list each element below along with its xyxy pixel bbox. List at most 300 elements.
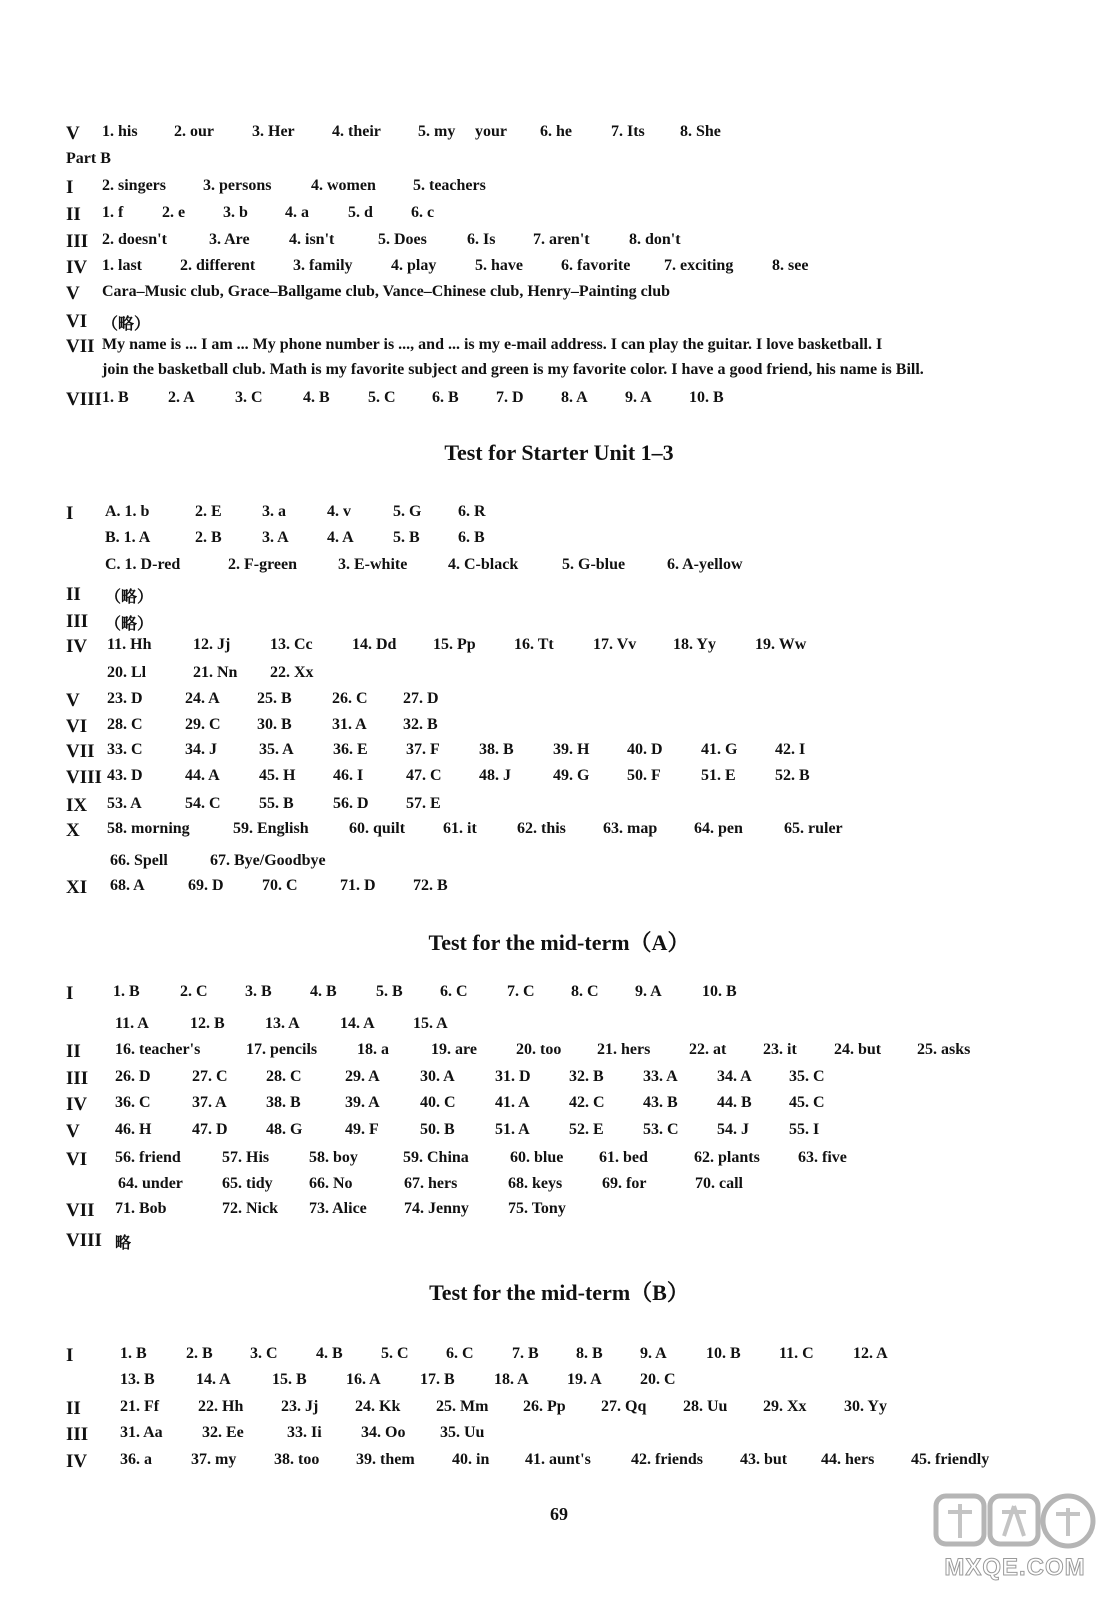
answer-item: 6. B <box>432 389 459 406</box>
answer-item: 32. B <box>569 1068 604 1085</box>
answer-item: 13. A <box>265 1015 300 1032</box>
answer-item: 5. B <box>393 529 420 546</box>
answer-item: 19. are <box>431 1041 477 1058</box>
page-number: 69 <box>550 1504 568 1524</box>
answer-row <box>0 1398 1118 1424</box>
answer-item: 44. hers <box>821 1451 875 1468</box>
answer-row <box>0 1041 1118 1067</box>
answer-item: 25. B <box>257 690 292 707</box>
answer-item: 45. friendly <box>911 1451 990 1468</box>
answer-row <box>0 1424 1118 1450</box>
answer-item: 4. women <box>311 177 376 194</box>
answer-item: 21. hers <box>597 1041 651 1058</box>
answer-item: 30. B <box>257 716 292 733</box>
answer-item: 13. Cc <box>270 636 313 653</box>
answer-row <box>0 1175 1118 1201</box>
answer-row <box>0 636 1118 662</box>
answer-item: 57. E <box>406 795 441 812</box>
answer-item: 59. English <box>233 820 309 837</box>
answer-item: 26. Pp <box>523 1398 566 1415</box>
watermark-logo <box>930 1488 1100 1588</box>
answer-row <box>0 556 1118 582</box>
answer-item: 7. C <box>507 983 535 1000</box>
roman-numeral: IV <box>66 636 88 657</box>
roman-numeral: II <box>66 204 81 225</box>
answer-item: 2. e <box>162 204 186 221</box>
answer-item: 5. C <box>381 1345 409 1362</box>
answer-item: 11. C <box>779 1345 814 1362</box>
answer-item: 40. in <box>452 1451 490 1468</box>
answer-row <box>0 231 1118 257</box>
answer-item: 1. B <box>102 389 129 406</box>
answer-item: A. 1. b <box>105 503 150 520</box>
section-title: Test for the mid-term（B） <box>429 1280 689 1305</box>
answer-item: 23. D <box>107 690 143 707</box>
answer-row <box>0 1149 1118 1175</box>
answer-item: 53. A <box>107 795 142 812</box>
answer-item: 10. B <box>702 983 737 1000</box>
answer-item: 49. G <box>553 767 590 784</box>
answer-item: 2. different <box>180 257 256 274</box>
answer-item: 74. Jenny <box>404 1200 469 1217</box>
answer-item: 7. Its <box>611 123 645 140</box>
answer-row <box>0 177 1118 203</box>
answer-item: 11. Hh <box>107 636 152 653</box>
answer-item: 1. B <box>120 1345 147 1362</box>
answer-item: 1. B <box>113 983 140 1000</box>
answer-item: 26. D <box>115 1068 151 1085</box>
answer-item: join the basketball club. Math is my favorite subject and green is my favorite color. I have a good friend, his name is Bill. <box>102 361 924 378</box>
answer-item: 6. he <box>540 123 572 140</box>
answer-item: 38. B <box>266 1094 301 1111</box>
answer-item: 62. plants <box>694 1149 760 1166</box>
answer-item: 16. teacher's <box>115 1041 201 1058</box>
answer-row <box>0 716 1118 742</box>
answer-row <box>0 503 1118 529</box>
answer-row <box>0 1371 1118 1397</box>
answer-item: 47. D <box>192 1121 228 1138</box>
answer-item: 43. D <box>107 767 143 784</box>
answer-item: 3. family <box>293 257 353 274</box>
answer-row <box>0 1230 1118 1256</box>
answer-item: 71. D <box>340 877 376 894</box>
answer-item: 71. Bob <box>115 1200 167 1217</box>
answer-item: 18. A <box>494 1371 529 1388</box>
answer-item: 48. J <box>479 767 511 784</box>
answer-item: 5. my <box>418 123 456 140</box>
answer-item: 64. under <box>118 1175 183 1192</box>
answer-item: 35. Uu <box>440 1424 485 1441</box>
answer-row <box>0 311 1118 337</box>
answer-item: 70. C <box>262 877 298 894</box>
roman-numeral: VII <box>66 741 95 762</box>
roman-numeral: VII <box>66 1200 95 1221</box>
roman-numeral: V <box>66 283 80 304</box>
answer-item: 21. Nn <box>193 664 238 681</box>
answer-item: 49. F <box>345 1121 379 1138</box>
answer-item: 54. C <box>185 795 221 812</box>
answer-item: 39. A <box>345 1094 380 1111</box>
answer-item: 20. too <box>516 1041 562 1058</box>
answer-row <box>0 389 1118 415</box>
answer-item: 2. our <box>174 123 214 140</box>
answer-item: 14. A <box>196 1371 231 1388</box>
answer-row <box>0 123 1118 149</box>
answer-item: 40. D <box>627 741 663 758</box>
answer-item: 22. Xx <box>270 664 314 681</box>
roman-numeral: VII <box>66 336 95 357</box>
answer-item: 17. B <box>420 1371 455 1388</box>
answer-item: 10. B <box>706 1345 741 1362</box>
roman-numeral: VIII <box>66 767 102 788</box>
answer-row <box>0 767 1118 793</box>
answer-item: 58. boy <box>309 1149 358 1166</box>
answer-item: 3. persons <box>203 177 272 194</box>
answer-item: 5. G-blue <box>562 556 626 573</box>
answer-item: 1. his <box>102 123 138 140</box>
answer-item: 57. His <box>222 1149 270 1166</box>
answer-item: 8. B <box>576 1345 603 1362</box>
answer-item: 24. A <box>185 690 220 707</box>
answer-item: 5. d <box>348 204 373 221</box>
answer-item: 45. C <box>789 1094 825 1111</box>
answer-item: 64. pen <box>694 820 743 837</box>
roman-numeral: IX <box>66 795 88 816</box>
answer-item: 1. last <box>102 257 142 274</box>
answer-item: 2. B <box>186 1345 213 1362</box>
answer-item: 4. play <box>391 257 437 274</box>
answer-item: 5. teachers <box>413 177 486 194</box>
answer-item: 27. C <box>192 1068 228 1085</box>
answer-item: 3. C <box>250 1345 278 1362</box>
answer-item: 20. C <box>640 1371 676 1388</box>
roman-numeral: III <box>66 1424 89 1445</box>
answer-row <box>0 611 1118 637</box>
answer-item: 37. F <box>406 741 440 758</box>
answer-item: 46. H <box>115 1121 152 1138</box>
answer-item: 21. Ff <box>120 1398 160 1415</box>
answer-item: 50. B <box>420 1121 455 1138</box>
answer-item: 55. B <box>259 795 294 812</box>
answer-row <box>0 283 1118 309</box>
answer-row <box>0 1345 1118 1371</box>
answer-item: 6. B <box>458 529 485 546</box>
answer-item: 28. Uu <box>683 1398 728 1415</box>
answer-item: 3. C <box>235 389 263 406</box>
answer-item: 29. A <box>345 1068 380 1085</box>
answer-item: 38. B <box>479 741 514 758</box>
answer-item: 72. Nick <box>222 1200 278 1217</box>
roman-numeral: II <box>66 584 81 605</box>
answer-item: 5. have <box>475 257 523 274</box>
roman-numeral: VI <box>66 1149 88 1170</box>
answer-row <box>0 529 1118 555</box>
answer-item: 41. aunt's <box>525 1451 591 1468</box>
roman-numeral: III <box>66 1068 89 1089</box>
answer-item: 72. B <box>413 877 448 894</box>
answer-item: 68. A <box>110 877 145 894</box>
answer-item: 3. a <box>262 503 286 520</box>
answer-item: 6. A-yellow <box>667 556 743 573</box>
answer-item: 53. C <box>643 1121 679 1138</box>
answer-item: 27. D <box>403 690 439 707</box>
answer-item: My name is ... I am ... My phone number is ..., and ... is my e-mail address. I can play the guitar. I love basketball. I <box>102 336 883 353</box>
answer-row <box>0 741 1118 767</box>
answer-item: 8. She <box>680 123 721 140</box>
section-title: Test for Starter Unit 1–3 <box>444 440 674 465</box>
answer-item: 75. Tony <box>508 1200 566 1217</box>
answer-item: C. 1. D-red <box>105 556 181 573</box>
answer-row <box>0 584 1118 610</box>
roman-numeral: X <box>66 820 80 841</box>
answer-item: 18. Yy <box>673 636 716 653</box>
roman-numeral: I <box>66 177 74 198</box>
answer-item: 22. Hh <box>198 1398 244 1415</box>
answer-row <box>0 1200 1118 1226</box>
answer-item: 61. bed <box>599 1149 648 1166</box>
answer-item: 20. Ll <box>107 664 147 681</box>
roman-numeral: I <box>66 503 74 524</box>
answer-item: 32. Ee <box>202 1424 244 1441</box>
answer-row <box>0 820 1118 846</box>
roman-numeral: VI <box>66 311 88 332</box>
answer-item: 39. them <box>356 1451 415 1468</box>
answer-item: 42. I <box>775 741 806 758</box>
answer-item: 11. A <box>115 1015 149 1032</box>
answer-item: 51. E <box>701 767 736 784</box>
answer-item: 8. don't <box>629 231 681 248</box>
answer-item: 4. B <box>303 389 330 406</box>
answer-item: 44. B <box>717 1094 752 1111</box>
answer-item: 28. C <box>107 716 143 733</box>
answer-item: 3. B <box>245 983 272 1000</box>
answer-item: 31. Aa <box>120 1424 163 1441</box>
answer-row <box>0 1451 1118 1477</box>
answer-item: 47. C <box>406 767 442 784</box>
answer-item: Cara–Music club, Grace–Ballgame club, Vance–Chinese club, Henry–Painting club <box>102 283 671 300</box>
answer-item: 54. J <box>717 1121 749 1138</box>
answer-item: 67. hers <box>404 1175 458 1192</box>
answer-item: （略） <box>105 589 154 606</box>
roman-numeral: V <box>66 690 80 711</box>
answer-item: 52. B <box>775 767 810 784</box>
answer-item: 67. Bye/Goodbye <box>210 852 326 869</box>
answer-item: 36. E <box>333 741 368 758</box>
answer-item: 65. ruler <box>784 820 843 837</box>
answer-item: 34. J <box>185 741 217 758</box>
answer-item: 15. B <box>272 1371 307 1388</box>
answer-item: 6. favorite <box>561 257 631 274</box>
answer-row <box>0 852 1118 878</box>
answer-item: 9. A <box>635 983 662 1000</box>
answer-item: 35. A <box>259 741 294 758</box>
answer-item: 7. aren't <box>533 231 590 248</box>
answer-item: 50. F <box>627 767 661 784</box>
answer-item: 37. my <box>191 1451 237 1468</box>
answer-item: 26. C <box>332 690 368 707</box>
answer-item: 7. B <box>512 1345 539 1362</box>
answer-item: 7. D <box>496 389 524 406</box>
answer-item: 48. G <box>266 1121 303 1138</box>
answer-item: 36. C <box>115 1094 151 1111</box>
answer-row <box>0 336 1118 362</box>
answer-item: 60. quilt <box>349 820 406 837</box>
answer-item: （略） <box>105 616 154 633</box>
answer-item: 5. G <box>393 503 422 520</box>
answer-item: 略 <box>115 1235 132 1252</box>
answer-item: 42. C <box>569 1094 605 1111</box>
answer-item: 2. A <box>168 389 195 406</box>
answer-item: 4. B <box>316 1345 343 1362</box>
answer-item: 41. G <box>701 741 738 758</box>
roman-numeral: VIII <box>66 1230 102 1251</box>
answer-item: 29. C <box>185 716 221 733</box>
answer-item: 19. Ww <box>755 636 807 653</box>
answer-item: 30. Yy <box>844 1398 887 1415</box>
answer-item: 8. see <box>772 257 809 274</box>
answer-item: 6. C <box>446 1345 474 1362</box>
answer-item: 5. Does <box>378 231 427 248</box>
answer-item: 24. Kk <box>355 1398 401 1415</box>
watermark-text: MXQE.COM <box>944 1554 1086 1581</box>
roman-numeral: I <box>66 1345 74 1366</box>
answer-item: 69. D <box>188 877 224 894</box>
answer-item: 6. C <box>440 983 468 1000</box>
answer-item: 45. H <box>259 767 296 784</box>
answer-item: 8. C <box>571 983 599 1000</box>
answer-item: 4. their <box>332 123 381 140</box>
answer-row <box>0 983 1118 1009</box>
answer-item: 36. a <box>120 1451 152 1468</box>
answer-item: 12. Jj <box>193 636 231 653</box>
answer-row <box>0 690 1118 716</box>
answer-item: 39. H <box>553 741 590 758</box>
answer-item: 12. A <box>853 1345 888 1362</box>
answer-item: 63. map <box>603 820 658 837</box>
answer-row <box>0 1121 1118 1147</box>
answer-item: 25. Mm <box>436 1398 489 1415</box>
answer-item: 4. A <box>327 529 354 546</box>
roman-numeral: V <box>66 1121 80 1142</box>
answer-item: 22. at <box>689 1041 727 1058</box>
answer-item: 4. C-black <box>448 556 519 573</box>
answer-item: 35. C <box>789 1068 825 1085</box>
answer-item: 6. c <box>411 204 435 221</box>
section-title: Test for the mid-term（A） <box>428 930 690 955</box>
answer-item: 70. call <box>695 1175 743 1192</box>
answer-item: 6. R <box>458 503 486 520</box>
answer-item: 17. Vv <box>593 636 637 653</box>
answer-row <box>0 1068 1118 1094</box>
part-label: Part B <box>66 150 111 167</box>
roman-numeral: IV <box>66 1451 88 1472</box>
answer-row <box>0 877 1118 903</box>
answer-item: 66. No <box>309 1175 353 1192</box>
answer-item: 4. B <box>310 983 337 1000</box>
answer-item: 13. B <box>120 1371 155 1388</box>
answer-item: 3. A <box>262 529 289 546</box>
answer-item: 2. singers <box>102 177 166 194</box>
answer-item: 38. too <box>274 1451 320 1468</box>
answer-item: 43. but <box>740 1451 788 1468</box>
answer-item: 44. A <box>185 767 220 784</box>
answer-item: 63. five <box>798 1149 847 1166</box>
answer-item: 14. Dd <box>352 636 397 653</box>
answer-item: 43. B <box>643 1094 678 1111</box>
answer-item: 52. E <box>569 1121 604 1138</box>
answer-item: 3. Her <box>252 123 295 140</box>
answer-item: 7. exciting <box>664 257 734 274</box>
answer-item: 28. C <box>266 1068 302 1085</box>
answer-item: 42. friends <box>631 1451 703 1468</box>
roman-numeral: III <box>66 231 89 252</box>
answer-item: 33. Ii <box>287 1424 322 1441</box>
answer-item: 23. Jj <box>281 1398 319 1415</box>
answer-item: 2. E <box>195 503 222 520</box>
answer-item: 15. A <box>413 1015 448 1032</box>
answer-item: 27. Qq <box>601 1398 647 1415</box>
answer-item: 1. f <box>102 204 124 221</box>
answer-item: 2. F-green <box>228 556 298 573</box>
answer-item: 23. it <box>763 1041 797 1058</box>
answer-item: 24. but <box>834 1041 882 1058</box>
answer-item: 46. I <box>333 767 364 784</box>
answer-item: 30. A <box>420 1068 455 1085</box>
answer-item: 18. a <box>357 1041 389 1058</box>
answer-item: 2. doesn't <box>102 231 167 248</box>
answer-item: 37. A <box>192 1094 227 1111</box>
answer-row <box>0 1094 1118 1120</box>
roman-numeral: III <box>66 611 89 632</box>
answer-item: 65. tidy <box>222 1175 273 1192</box>
answer-item: 73. Alice <box>309 1200 367 1217</box>
roman-numeral: XI <box>66 877 88 898</box>
answer-item: 4. v <box>327 503 351 520</box>
answer-row <box>0 257 1118 283</box>
answer-item: 2. B <box>195 529 222 546</box>
answer-item: 2. C <box>180 983 208 1000</box>
answer-item: 66. Spell <box>110 852 168 869</box>
answer-item: 34. A <box>717 1068 752 1085</box>
answer-item: 33. C <box>107 741 143 758</box>
answer-item: 58. morning <box>107 820 190 837</box>
answer-item: 60. blue <box>510 1149 564 1166</box>
answer-row <box>0 1015 1118 1041</box>
answer-item: 31. D <box>495 1068 531 1085</box>
answer-item: 3. Are <box>209 231 250 248</box>
answer-item: B. 1. A <box>105 529 151 546</box>
answer-item: 56. D <box>333 795 369 812</box>
roman-numeral: IV <box>66 1094 88 1115</box>
answer-item: 29. Xx <box>763 1398 807 1415</box>
answer-row <box>0 204 1118 230</box>
watermark-icon <box>932 1490 1097 1552</box>
roman-numeral: II <box>66 1041 81 1062</box>
roman-numeral: I <box>66 983 74 1004</box>
answer-item: 33. A <box>643 1068 678 1085</box>
roman-numeral: VI <box>66 716 88 737</box>
answer-item: 12. B <box>190 1015 225 1032</box>
answer-item: 4. a <box>285 204 309 221</box>
answer-item: 15. Pp <box>433 636 476 653</box>
roman-numeral: VIII <box>66 389 102 410</box>
answer-item: 17. pencils <box>246 1041 318 1058</box>
answer-item: 56. friend <box>115 1149 181 1166</box>
answer-item: 19. A <box>567 1371 602 1388</box>
answer-item: 5. B <box>376 983 403 1000</box>
answer-item: 8. A <box>561 389 588 406</box>
answer-item: 9. A <box>640 1345 667 1362</box>
